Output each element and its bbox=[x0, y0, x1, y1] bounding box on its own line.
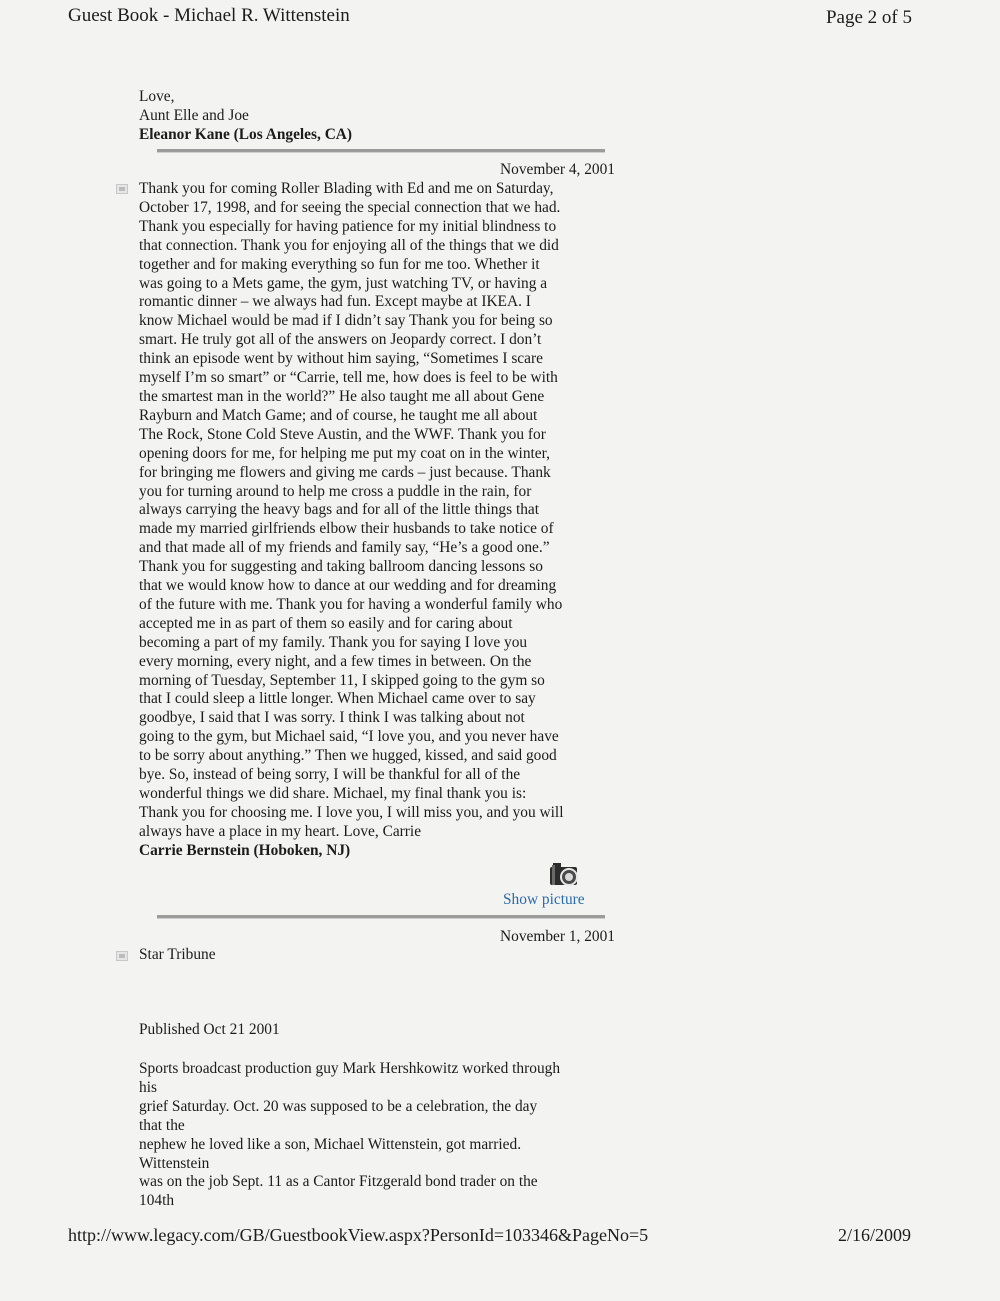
entry-date: November 4, 2001 bbox=[500, 161, 615, 178]
entry-date: November 1, 2001 bbox=[500, 928, 615, 945]
guestbook-entry-3-source bbox=[139, 946, 619, 965]
entry-source: Star Tribune bbox=[139, 946, 216, 963]
entry-divider bbox=[157, 149, 605, 153]
camera-icon[interactable] bbox=[549, 861, 583, 887]
footer-date: 2/16/2009 bbox=[837, 1225, 911, 1245]
footer-url: http://www.legacy.com/GB/GuestbookView.aspx?PersonId=103346&PageNo=5 bbox=[68, 1225, 649, 1245]
bullet-icon bbox=[116, 951, 128, 961]
bullet-icon bbox=[116, 184, 128, 194]
show-picture-link[interactable]: Show picture bbox=[503, 891, 585, 908]
guestbook-entry-1 bbox=[139, 88, 619, 145]
page-number: Page 2 of 5 bbox=[825, 7, 912, 28]
guestbook-entry-3-body bbox=[139, 1060, 619, 1211]
entry-signature: Eleanor Kane (Los Angeles, CA) bbox=[139, 125, 353, 143]
entry-signature: Carrie Bernstein (Hoboken, NJ) bbox=[139, 841, 351, 859]
entry-published: Published Oct 21 2001 bbox=[139, 1021, 280, 1038]
entry-line: Aunt Elle and Joe bbox=[139, 106, 249, 124]
guestbook-entry-2 bbox=[139, 180, 619, 861]
guestbook-entry-3-published bbox=[139, 1021, 619, 1040]
entry-line: Love, bbox=[139, 88, 175, 105]
entry-divider bbox=[157, 915, 605, 919]
entry-text: Thank you for coming Roller Blading with Ed and me on Saturday, October 17, 1998, and for seeing the special connection that we had. Thank you especially for having patience for my initial blindness to that connection. Thank you for enjoying all of the things that we did together and for making everything so fun for me too. Whether it was going to a Mets game, the gym, just watching TV, or having a romantic dinner – we always had fun. Except maybe at IKEA. I know Michael would be mad if I didn’t say Thank you for being so smart. He truly got all of the answers on Jeopardy correct. I don’t think an episode went by without him saying, “Sometimes I scare myself I’m so smart” or “Carrie, tell me, how does is feel to be with the smartest man in the world?” He also taught me all about Gene Rayburn and Match Game; and of course, he taught me all about The Rock, Stone Cold Steve Austin, and the WWF. Thank you for opening doors for me, for helping me put my coat on in the winter, for bringing me flowers and giving me cards – just because. Thank you for turning around to help me cross a puddle in the rain, for always carrying the heavy bags and for all of the little things that made my married girlfriends elbow their husbands to take notice of and that made all of my friends and family say, “He’s a good one.” Thank you for suggesting and taking ballroom dancing lessons so that we would know how to dance at our wedding and for dreaming of the future with me. Thank you for having a wonderful family who accepted me in as part of them so easily and for caring about becoming a part of my family. Thank you for saying I love you every morning, every night, and a few times in between. On the morning of Tuesday, September 11, I skipped going to the gym so that I could sleep a little longer. When Michael came over to say goodbye, I said that I was sorry. I think I was talking about not going to the gym, but Michael said, “I love you, and you never have to be sorry about anything.” Then we hugged, kissed, and said good bye. So, instead of being sorry, I will be thankful for all of the wonderful things we did share. Michael, my final thank you is: Thank you for choosing me. I love you, I will miss you, and you will always have a place in my heart. Love, Carrie bbox=[139, 180, 564, 840]
page-header-title: Guest Book - Michael R. Wittenstein bbox=[68, 5, 350, 26]
entry-text: Sports broadcast production guy Mark Hershkowitz worked through his grief Saturday. Oct. 20 was supposed to be a celebration, the day that the nephew he loved like a son, Michael Wittenstein, got married. Wittenstein was on the job Sept. 11 as a Cantor Fitzgerald bond trader on the 104th bbox=[139, 1060, 561, 1210]
